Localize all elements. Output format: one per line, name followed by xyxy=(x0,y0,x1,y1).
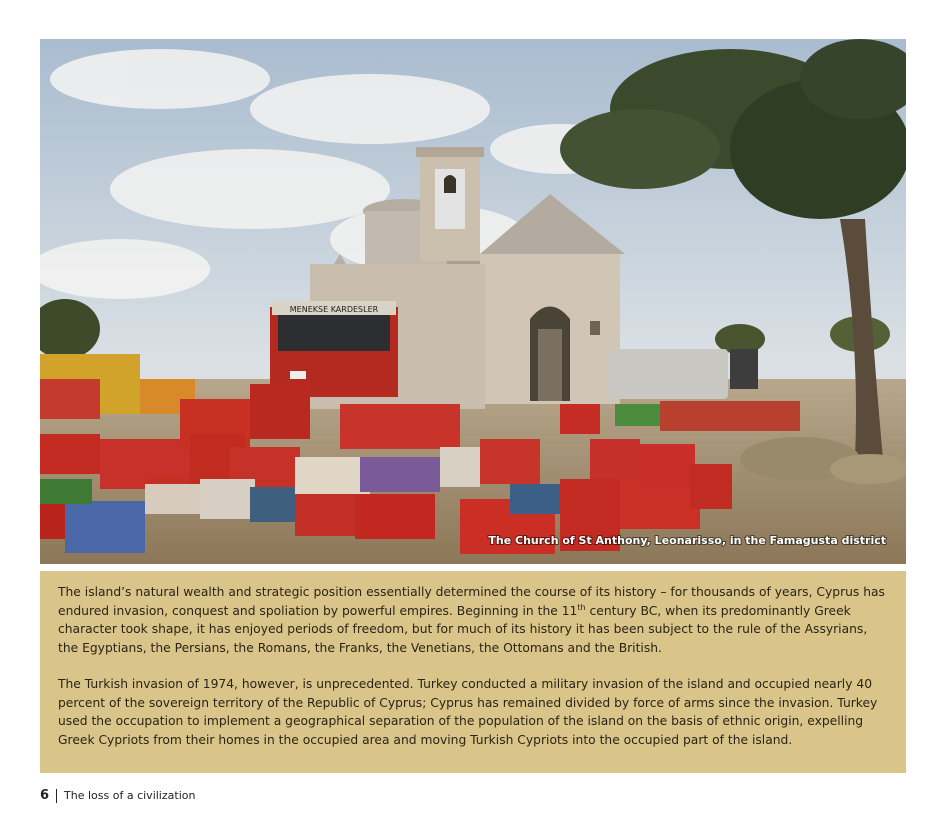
red-truck xyxy=(270,301,398,397)
photo-caption: The Church of St Anthony, Leonarisso, in the Famagusta district xyxy=(488,534,886,547)
church-photo xyxy=(40,39,906,564)
paragraph-history-part2: century BC, when its predominantly Greek character took shape, it has enjoyed periods of freedom, but for much of its history it has been subject to the rule of the Assyrians, the Egyptians, the Persians, the Romans, the Franks, the Venetians, the Ottomans and the British. xyxy=(58,603,868,655)
ordinal-superscript: th xyxy=(577,602,586,612)
page-footer xyxy=(40,788,195,803)
truck-sign: MENEKSE KARDESLER xyxy=(289,305,379,314)
page-number: 6 xyxy=(40,788,50,803)
church-photo-illustration xyxy=(40,39,906,564)
paragraph-invasion: The Turkish invasion of 1974, however, is unprecedented. Turkey conducted a military invasion of the island and occupied nearly 40 percent of the sovereign territory of the Republic of Cyprus; Cyprus has remained divided by force of arms since the invasion. Turkey used the occupation to implement a geographical separation of the population of the island on the basis of ethnic origin, expelling Greek Cypriots from their homes in the occupied area and moving Turkish Cypriots into the occupied part of the island. xyxy=(58,677,878,747)
paragraph-history-part1: The island’s natural wealth and strategic position essentially determined the course of its history – for thousands of years, Cyprus has endured invasion, conquest and spoliation by powerful empires. Beginning in the 11 xyxy=(58,585,885,618)
body-text-panel xyxy=(40,571,906,773)
section-title: The loss of a civilization xyxy=(64,789,196,802)
paragraph-history xyxy=(58,583,888,657)
footer-divider xyxy=(56,789,57,803)
